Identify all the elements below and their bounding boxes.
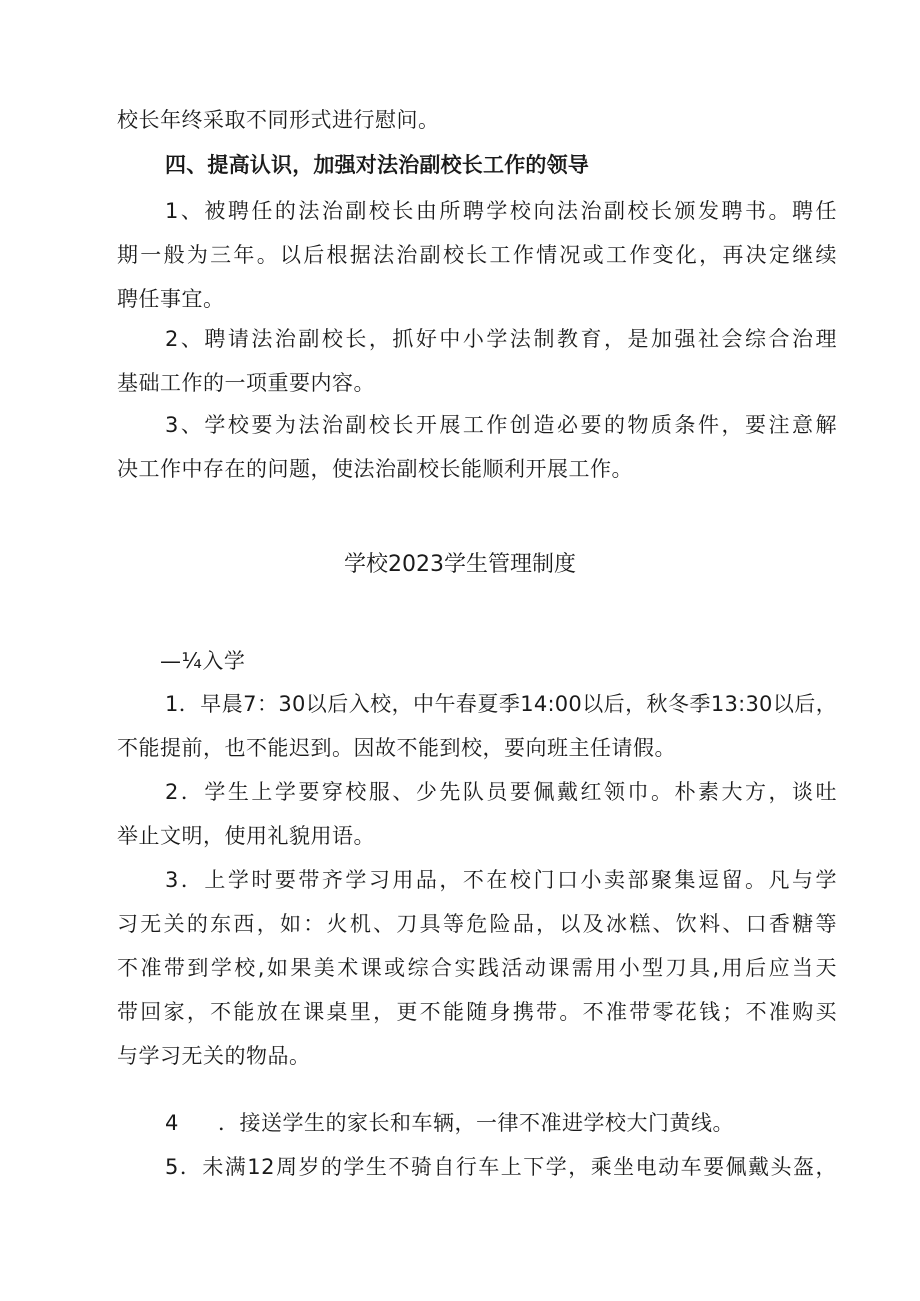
carryover-paragraph-line: 校长年终采取不同形式进行慰问。 (117, 108, 440, 132)
rule-4-number: 4 (165, 1111, 179, 1135)
rule-3-line-3: 不准带到学校,如果美术课或综合实践活动课需用小型刀具,用后应当天 (117, 956, 837, 980)
rule-4-text: ．接送学生的家长和车辆，一律不准进学校大门黄线。 (218, 1111, 734, 1135)
section-four-heading: 四、提高认识，加强对法治副校长工作的领导 (165, 153, 589, 177)
rule-2-line-1: 2．学生上学要穿校服、少先队员要佩戴红领巾。朴素大方，谈吐 (165, 780, 837, 804)
rule-5-line-1: 5．未满12周岁的学生不骑自行车上下学，乘坐电动车要佩戴头盔， (165, 1155, 837, 1179)
rule-1-line-1: 1．早晨7：30以后入校，中午春夏季14:00以后，秋冬季13:30以后， (165, 692, 837, 716)
item-2-line-1: 2、聘请法治副校长，抓好中小学法制教育，是加强社会综合治理 (165, 327, 837, 351)
rule-3-line-5: 与学习无关的物品。 (117, 1044, 311, 1068)
document-title: 学校2023学生管理制度 (344, 552, 576, 577)
item-1-line-3: 聘任事宜。 (117, 287, 225, 311)
rule-3-line-1: 3．上学时要带齐学习用品，不在校门口小卖部聚集逗留。凡与学 (165, 868, 837, 892)
item-3-line-1: 3、学校要为法治副校长开展工作创造必要的物质条件，要注意解 (165, 413, 837, 437)
rule-3-line-4: 带回家，不能放在课桌里，更不能随身携带。不准带零花钱；不准购买 (117, 1000, 837, 1024)
rule-1-line-2: 不能提前，也不能迟到。因故不能到校，要向班主任请假。 (117, 736, 676, 760)
rule-2-line-2: 举止文明，使用礼貌用语。 (117, 824, 375, 848)
item-2-line-2: 基础工作的一项重要内容。 (117, 371, 375, 395)
item-1-line-2: 期一般为三年。以后根据法治副校长工作情况或工作变化，再决定继续 (117, 243, 837, 267)
item-3-line-2: 决工作中存在的问题，使法治副校长能顺利开展工作。 (117, 457, 633, 481)
enrollment-heading: —¼入学 (160, 649, 246, 673)
rule-3-line-2: 习无关的东西，如：火机、刀具等危险品，以及冰糕、饮料、口香糖等 (117, 912, 837, 936)
item-1-line-1: 1、被聘任的法治副校长由所聘学校向法治副校长颁发聘书。聘任 (165, 199, 837, 223)
